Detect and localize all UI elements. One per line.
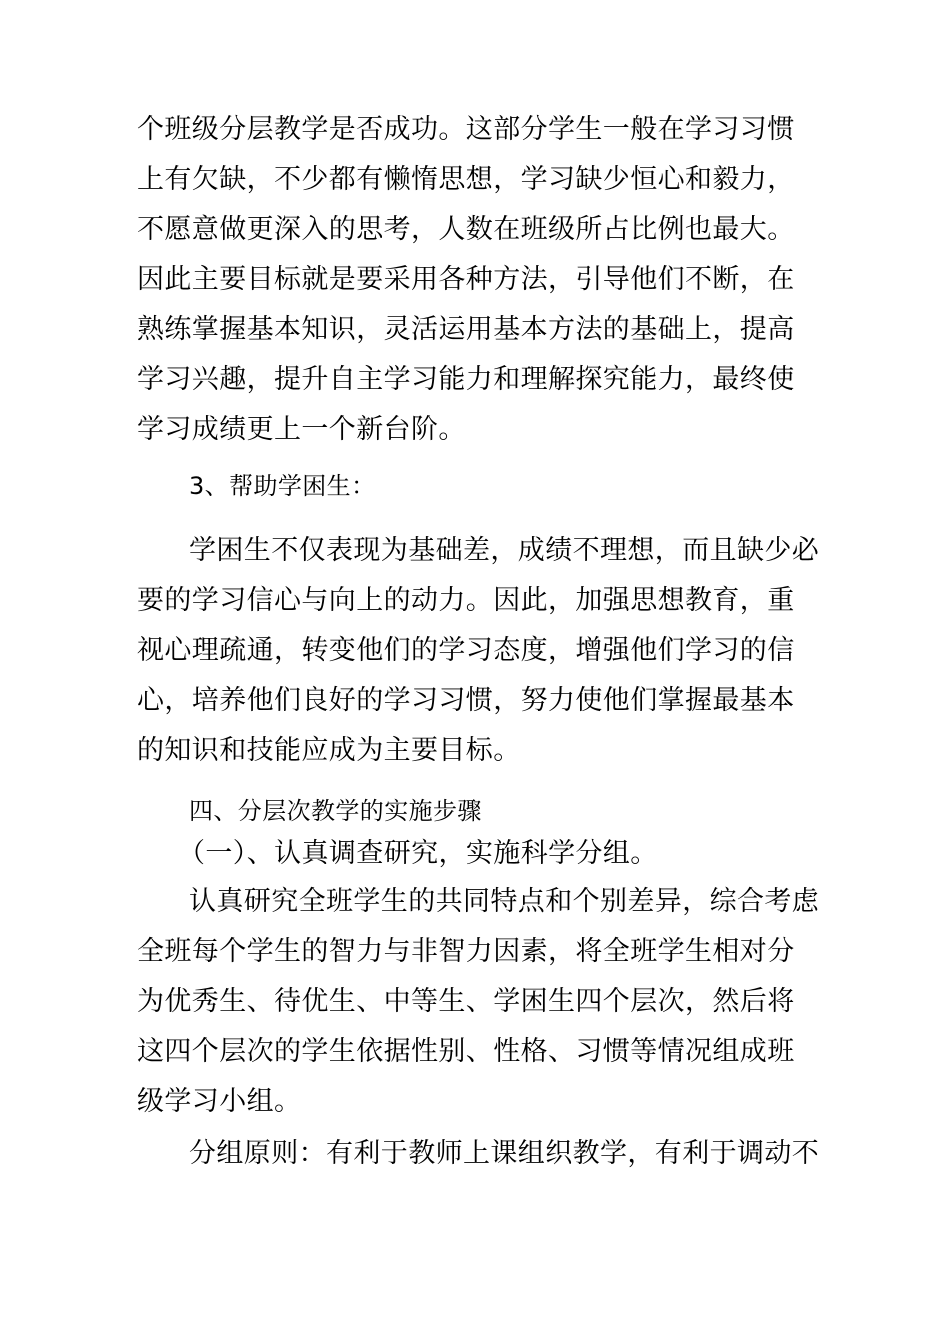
- paragraph-line: 分组原则：有利于教师上课组织教学，有利于调动不: [189, 1138, 820, 1169]
- paragraph-line: 学困生不仅表现为基础差，成绩不理想，而且缺少必: [189, 535, 820, 566]
- paragraph-line: 要的学习信心与向上的动力。因此，加强思想教育，重: [137, 585, 795, 616]
- paragraph-line: 的知识和技能应成为主要目标。: [137, 735, 521, 766]
- section-heading: 3、帮助学困生：: [189, 472, 376, 500]
- paragraph-line: 因此主要目标就是要采用各种方法，引导他们不断，在: [137, 264, 795, 295]
- paragraph-line: 视心理疏通，转变他们的学习态度，增强他们学习的信: [137, 635, 795, 666]
- paragraph-line: 这四个层次的学生依据性别、性格、习惯等情况组成班: [137, 1036, 795, 1067]
- paragraph-line: 学习兴趣，提升自主学习能力和理解探究能力，最终使: [137, 364, 795, 395]
- paragraph-line: 为优秀生、待优生、中等生、学困生四个层次，然后将: [137, 986, 795, 1017]
- subsection-heading: （一）、认真调查研究，实施科学分组。: [178, 838, 658, 869]
- section-heading: 四、分层次教学的实施步骤: [189, 797, 482, 825]
- paragraph-line: 熟练掌握基本知识，灵活运用基本方法的基础上，提高: [137, 314, 795, 345]
- paragraph-line: 心，培养他们良好的学习习惯，努力使他们掌握最基本: [137, 685, 795, 716]
- paragraph-line: 上有欠缺，不少都有懒惰思想，学习缺少恒心和毅力，: [137, 164, 795, 195]
- paragraph-line: 全班每个学生的智力与非智力因素，将全班学生相对分: [137, 936, 795, 967]
- paragraph-line: 学习成绩更上一个新台阶。: [137, 414, 466, 445]
- paragraph-line: 个班级分层教学是否成功。这部分学生一般在学习习惯: [137, 114, 795, 145]
- paragraph-line: 级学习小组。: [137, 1086, 302, 1117]
- paragraph-line: 不愿意做更深入的思考，人数在班级所占比例也最大。: [137, 214, 795, 245]
- paragraph-line: 认真研究全班学生的共同特点和个别差异，综合考虑: [189, 886, 820, 917]
